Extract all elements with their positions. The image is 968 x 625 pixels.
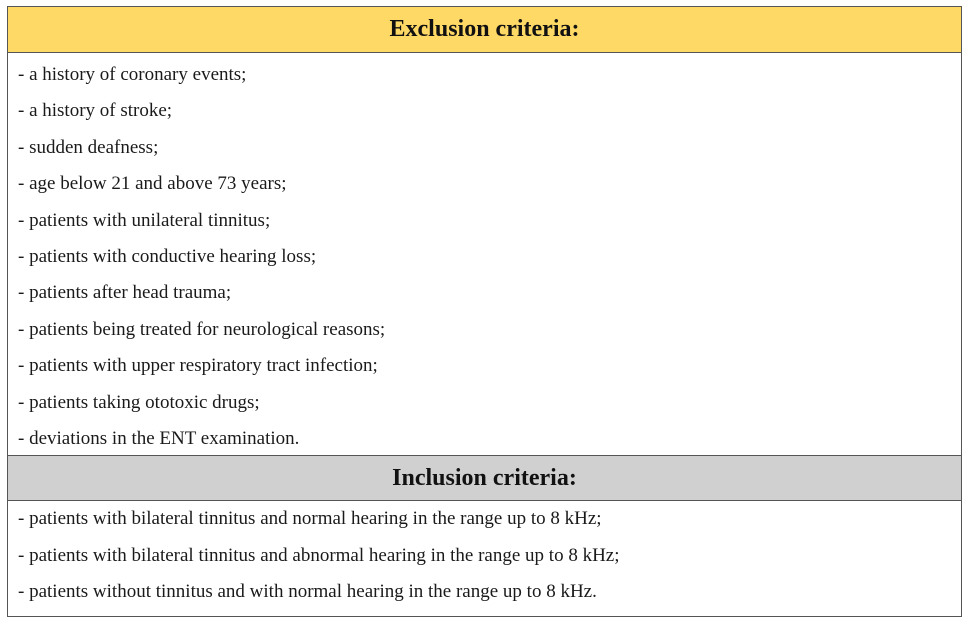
exclusion-item: - patients after head trauma;	[18, 282, 232, 304]
exclusion-item: - patients with unilateral tinnitus;	[18, 209, 271, 231]
inclusion-criteria-title: Inclusion criteria:	[392, 464, 577, 491]
inclusion-criteria-list	[8, 501, 961, 616]
exclusion-item: - patients taking ototoxic drugs;	[18, 391, 260, 413]
exclusion-item: - patients with upper respiratory tract infection;	[18, 355, 378, 377]
exclusion-criteria-list	[8, 53, 961, 455]
inclusion-item: - patients with bilateral tinnitus and abnormal hearing in the range up to 8 kHz;	[18, 544, 620, 566]
exclusion-item: - sudden deafness;	[18, 136, 159, 158]
exclusion-item: - a history of coronary events;	[18, 64, 247, 85]
exclusion-item: - age below 21 and above 73 years;	[18, 173, 287, 195]
inclusion-item: - patients without tinnitus and with normal hearing in the range up to 8 kHz.	[18, 581, 597, 603]
exclusion-criteria-title: Exclusion criteria:	[389, 16, 580, 42]
exclusion-item: - a history of stroke;	[18, 100, 173, 122]
exclusion-item: - patients being treated for neurological reasons;	[18, 318, 386, 340]
inclusion-item: - patients with bilateral tinnitus and normal hearing in the range up to 8 kHz;	[18, 508, 602, 529]
inclusion-criteria-header	[8, 455, 961, 501]
exclusion-criteria-header	[8, 7, 961, 53]
exclusion-item: - deviations in the ENT examination.	[18, 427, 300, 449]
exclusion-item: - patients with conductive hearing loss;	[18, 245, 317, 267]
criteria-table	[7, 6, 962, 617]
